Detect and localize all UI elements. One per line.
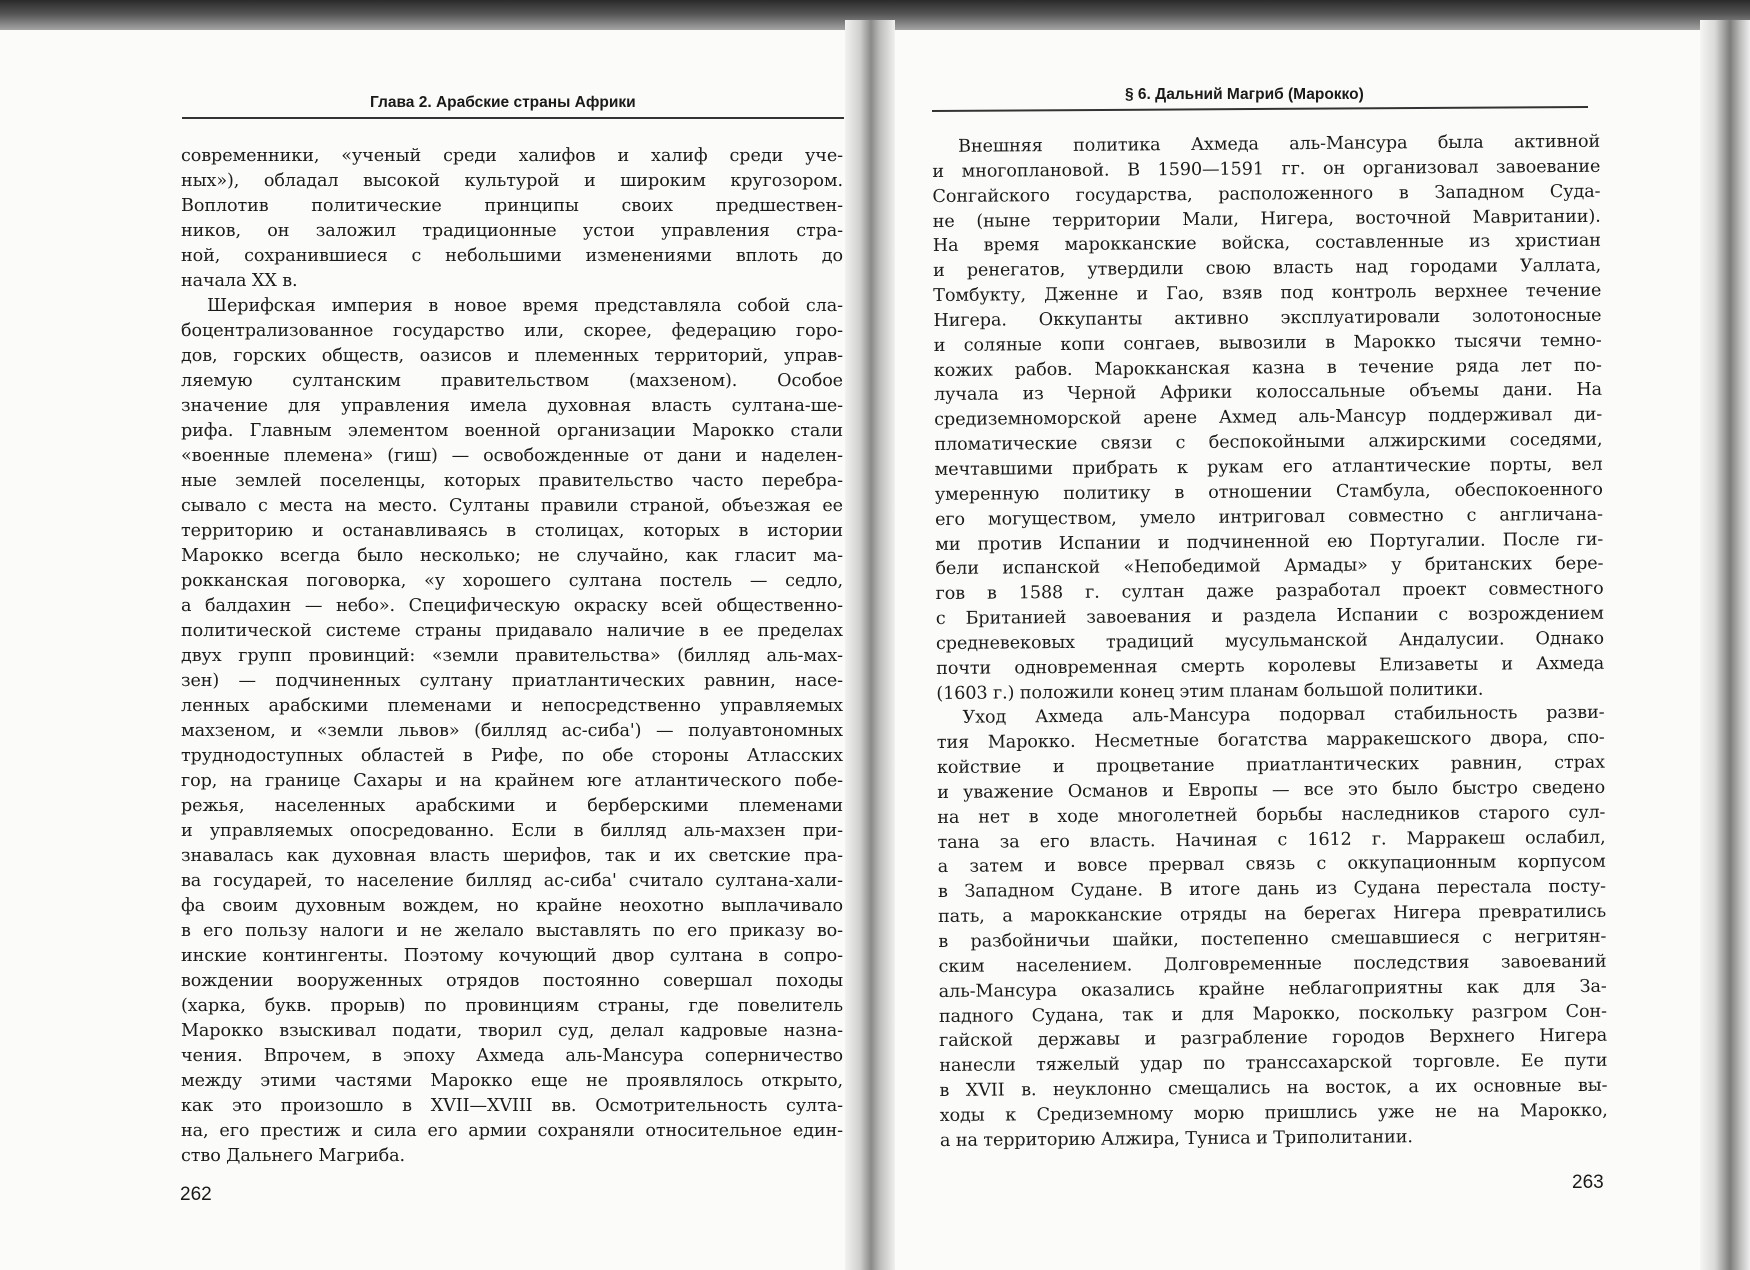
- text-line: гайской державы и разграбление городов Верхнего Нигера: [939, 1026, 1608, 1052]
- text-line: нанесли тяжелый удар по транссахарской торговле. Ее пути: [939, 1050, 1608, 1077]
- text-line: кожих рабов. Марокканская казна в течение ряда лет по-: [933, 355, 1602, 381]
- text-line: ство Дальнего Магриба.: [181, 1146, 405, 1166]
- text-line: и управляемых опосредованно. Если в билляд аль-махзен при-: [181, 821, 843, 841]
- text-line: тана за его власть. Начиная с 1612 г. Марракеш ослабил,: [937, 827, 1606, 853]
- header-rule-left: [182, 117, 844, 119]
- text-line: в разбойничьи шайки, постепенно смешавшиеся с негритян-: [938, 926, 1607, 952]
- text-line: с Британией завоевания и раздела Испании с возрождением: [935, 603, 1604, 630]
- text-line: чения. Впрочем, в эпоху Ахмеда аль-Мансура соперничество: [181, 1046, 843, 1066]
- text-line: Воплотив политические принципы своих предшествен-: [181, 196, 843, 216]
- text-line: и ренегатов, утвердили свою власть над городами Уаллата,: [932, 255, 1602, 282]
- text-line: пать, а марокканские отряды на берегах Нигера превратились: [938, 901, 1607, 928]
- text-line: «военные племена» (гиш) — освобожденные от дани и наделен-: [181, 446, 843, 466]
- text-line: не (ныне территории Мали, Нигера, восточной Мавритании).: [932, 206, 1601, 232]
- text-line: режья, населенных арабскими и берберскими племенами: [181, 796, 843, 816]
- text-line: а балдахин — небо». Специфическую окраску всей общественно-: [181, 596, 843, 616]
- text-line: Томбукту, Дженне и Гао, взяв под контроль верхнее течение: [933, 280, 1602, 307]
- text-line: его могуществом, умело интриговал совместно с англичана-: [934, 504, 1604, 530]
- text-line: бели испанской «Непобедимой Армады» у британских бере-: [935, 554, 1604, 580]
- text-line: ников, он заложил традиционные устои управления стра-: [181, 221, 843, 241]
- text-line: ским населением. Долговременные последствия завоеваний: [938, 951, 1607, 977]
- text-line: ные землей поселенцы, которых правительство часто перебра-: [181, 471, 843, 491]
- text-line: инские контингенты. Поэтому кочующий двор султана в сопро-: [181, 946, 843, 966]
- text-line: средиземноморской арене Ахмед аль-Мансур поддерживал ди-: [934, 405, 1603, 431]
- page-number-right: 263: [1572, 1172, 1604, 1193]
- text-line: знавалась как духовная власть шерифов, так и их светские пра-: [181, 846, 843, 866]
- text-line: Шерифская империя в новое время представляла собой сла-: [207, 296, 843, 316]
- text-line: политической системе страны придавало наличие в ее пределах: [181, 621, 843, 641]
- text-line: в XVII в. неуклонно смещались на восток, а их основные вы-: [939, 1075, 1608, 1102]
- text-line: аль-Мансура оказались крайне неблагоприятны как для За-: [938, 976, 1607, 1002]
- text-line: Марокко всегда было несколько; не случайно, как гласит ма-: [181, 546, 843, 566]
- text-line: в его пользу налоги и не желало выставлять по его приказу во-: [181, 921, 843, 941]
- running-head-right: § 6. Дальний Магриб (Марокко): [1125, 86, 1364, 103]
- page-number-left: 262: [180, 1184, 212, 1205]
- text-line: труднодоступных областей в Рифе, по обе стороны Атласских: [181, 746, 843, 766]
- text-line: мечтавшими прибрать к рукам его атлантические порты, вел: [934, 454, 1603, 480]
- text-line: ляемую султанским правительством (махзеном). Особое: [181, 371, 843, 391]
- left-page-body: [181, 144, 843, 1169]
- text-line: и многоплановой. В 1590—1591 гг. он организовал завоевание: [932, 156, 1601, 182]
- text-line: значение для управления имела духовная власть султана-ше-: [181, 396, 843, 416]
- text-line: в Западном Судане. В итоге дань из Судана перестала посту-: [937, 877, 1607, 903]
- text-line: а на территорию Алжира, Туниса и Триполитании.: [939, 1127, 1413, 1151]
- text-line: Нигера. Оккупанты активно эксплуатировали золотоносные: [933, 305, 1602, 331]
- text-line: между этими частями Марокко еще не проявлялось открыто,: [181, 1071, 843, 1091]
- text-line: как это произошло в XVII—XVIII вв. Осмотрительность султа-: [181, 1096, 843, 1116]
- text-line: Марокко взыскивал подати, творил суд, делал кадровые назна-: [181, 1021, 843, 1041]
- text-line: тия Марокко. Несметные богатства марракешского двора, спо-: [936, 727, 1605, 754]
- text-line: ной, сохранившиеся с небольшими изменениями вплоть до: [181, 246, 843, 266]
- text-line: Уход Ахмеда аль-Мансура подорвал стабильность разви-: [962, 703, 1605, 729]
- book-gutter: [845, 20, 895, 1270]
- text-line: боцентрализованное государство или, скорее, федерацию горо-: [181, 321, 843, 341]
- text-line: пломатические связи с беспокойными алжирскими соседями,: [934, 429, 1603, 456]
- text-line: и уважение Османов и Европы — все это было быстро сведено: [937, 777, 1606, 803]
- text-line: вождении вооруженных отрядов постоянно совершал походы: [181, 971, 843, 991]
- text-line: современники, «ученый среди халифов и халиф среди уче-: [181, 146, 843, 166]
- text-line: на, его престиж и сила его армии сохраняли относительное един-: [181, 1121, 843, 1141]
- text-line: (1603 г.) положили конец этим планам большой политики.: [936, 679, 1484, 704]
- text-line: ми против Испании и подчиненной ею Португалии. После ги-: [935, 529, 1604, 555]
- text-line: ленных арабскими племенами и непосредственно управляемых: [181, 696, 843, 716]
- page-edge-shadow: [1700, 20, 1750, 1270]
- text-line: территорию и останавливаясь в столицах, которых в истории: [181, 521, 843, 541]
- text-line: рокканская поговорка, «у хорошего султана постель — седло,: [181, 571, 843, 591]
- text-line: и соляные копи сонгаев, вывозили в Марокко тысячи темно-: [933, 330, 1602, 356]
- text-line: средневековых традиций мусульманской Андалусии. Однако: [935, 628, 1605, 654]
- text-line: Сонгайского государства, расположенного в Западном Суда-: [932, 181, 1601, 207]
- text-line: На время марокканские войска, составленные из христиан: [932, 231, 1601, 257]
- text-line: на нет в ходе многолетней борьбы наследников старого сул-: [937, 802, 1606, 828]
- text-line: рифа. Главным элементом военной организации Марокко стали: [181, 421, 843, 441]
- text-line: махзеном, и «земли львов» (билляд ас-сиба') — полуавтономных: [181, 721, 843, 741]
- text-line: ных»), обладал высокой культурой и широким кругозором.: [181, 171, 843, 191]
- text-line: гов в 1588 г. султан даже разработал проект совместного: [935, 578, 1604, 605]
- text-line: начала XX в.: [181, 271, 298, 291]
- text-line: (харка, букв. прорыв) по провинциям страны, где повелитель: [181, 996, 843, 1016]
- text-line: койствие и процветание приатлантических равнин, страх: [936, 752, 1606, 779]
- right-page-body: [932, 130, 1608, 1154]
- text-line: лучала из Черной Африки колоссальные объемы дани. На: [933, 380, 1603, 406]
- text-line: умеренную политику в отношении Стамбула, обеспокоенного: [934, 479, 1603, 505]
- text-line: почти одновременная смерть королевы Елизаветы и Ахмеда: [936, 653, 1605, 679]
- text-line: гор, на границе Сахары и на крайнем юге атлантического побе-: [181, 771, 843, 791]
- text-line: ходы к Средиземному морю пришлись уже не на Марокко,: [939, 1100, 1608, 1126]
- text-line: Внешняя политика Ахмеда аль-Мансура была активной: [958, 131, 1601, 157]
- running-head-left: Глава 2. Арабские страны Африки: [370, 94, 636, 111]
- text-line: сывало с места на место. Султаны правили страной, объезжая ее: [181, 496, 843, 516]
- text-line: падного Судана, так и для Марокко, поскольку разгром Сон-: [938, 1001, 1607, 1027]
- text-line: двух групп провинций: «земли правительства» (билляд аль-мах-: [181, 646, 843, 666]
- text-line: зен) — подчиненных султану приатлантических равнин, насе-: [181, 671, 843, 691]
- text-line: ва государей, то население билляд ас-сиба' считало султана-хали-: [181, 871, 843, 891]
- text-line: фа своим духовным вождем, но крайне неохотно выплачивало: [181, 896, 843, 916]
- text-line: дов, горских обществ, оазисов и племенных территорий, управ-: [181, 346, 843, 366]
- text-line: а затем и вовсе прервал связь с оккупационным корпусом: [937, 852, 1606, 878]
